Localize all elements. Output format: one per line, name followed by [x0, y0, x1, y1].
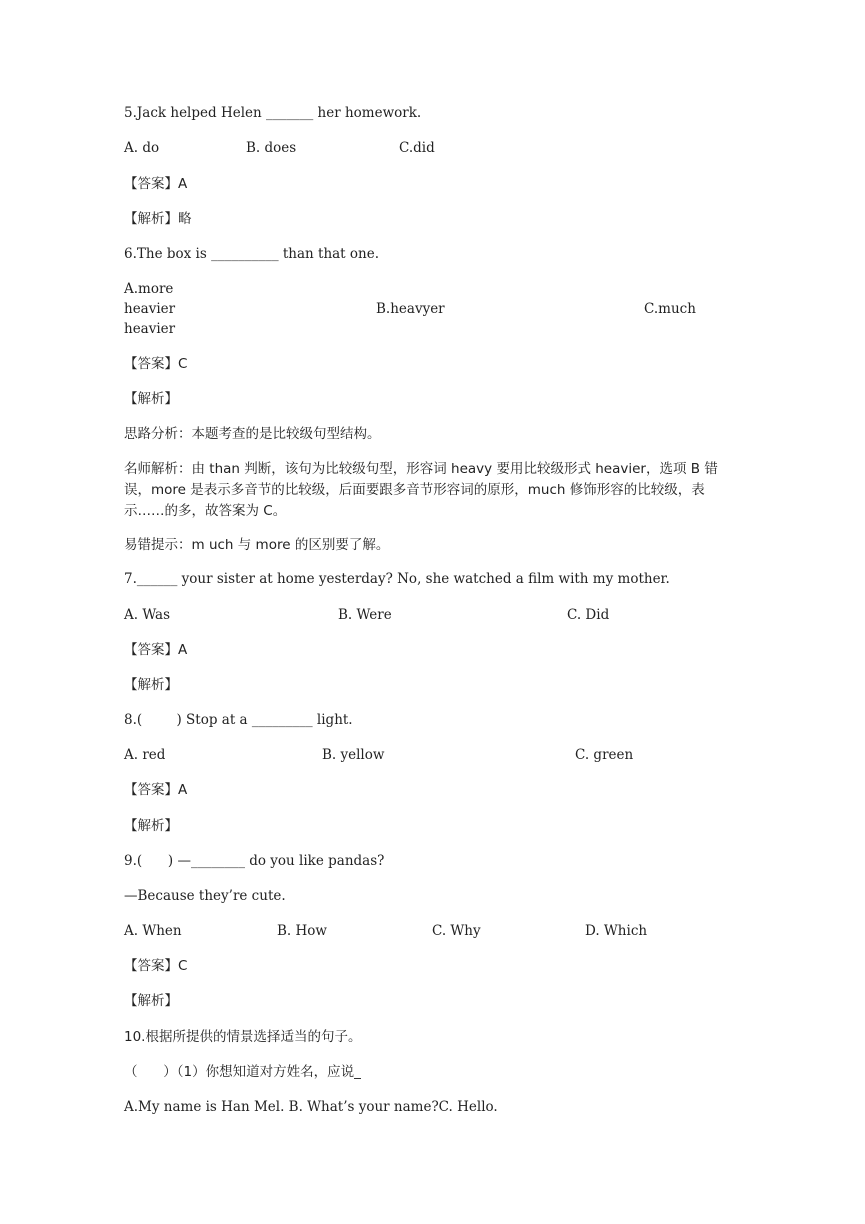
- question-5-stem: 5.Jack helped Helen _______ her homework.: [124, 105, 422, 121]
- question-5-answer: 【答案】A: [124, 176, 188, 192]
- question-6-answer: 【答案】C: [124, 356, 188, 372]
- question-6-tip: 易错提示：m uch 与 more 的区别要了解。: [124, 537, 390, 553]
- question-7-answer: 【答案】A: [124, 642, 188, 658]
- question-6-option-c-line2: heavier: [124, 321, 176, 337]
- question-6-stem: 6.The box is __________ than that one.: [124, 246, 380, 262]
- question-6-analysis: 【解析】: [124, 391, 178, 407]
- question-7-option-a: A. Was: [124, 607, 171, 623]
- question-5-option-c: C.did: [399, 140, 435, 156]
- question-6-teacher-analysis: 名师解析：由 than 判断，该句为比较级句型，形容词 heavy 要用比较级形式 heavier，选项 B 错误，more 是表示多音节的比较级，后面要跟多音节形容词的原形，much 修饰形容的比较级，表示……的多，故答案为 C。: [124, 461, 718, 519]
- question-9-option-c: C. Why: [432, 923, 481, 939]
- question-8-answer: 【答案】A: [124, 782, 188, 798]
- question-10-sub1-stem: （ ）（1）你想知道对方姓名，应说_: [124, 1064, 361, 1080]
- question-9-reply: —Because they’re cute.: [124, 888, 286, 904]
- question-8-option-b: B. yellow: [322, 747, 385, 763]
- question-8-stem: 8.( ) Stop at a _________ light.: [124, 712, 353, 728]
- question-9-analysis: 【解析】: [124, 993, 178, 1009]
- question-6-option-a-line2: heavier: [124, 301, 176, 317]
- question-10-sub1-options: A.My name is Han Mel. B. What’s your name?C. Hello.: [124, 1099, 498, 1115]
- question-6-thinking: 思路分析：本题考查的是比较级句型结构。: [124, 426, 381, 442]
- question-8-option-a: A. red: [124, 747, 166, 763]
- question-6-option-c-line1: C.much: [644, 301, 696, 317]
- question-9-stem: 9.( ) —________ do you like pandas?: [124, 853, 385, 869]
- question-9-option-d: D. Which: [585, 923, 648, 939]
- question-7-stem: 7.______ your sister at home yesterday? No, she watched a film with my mother.: [124, 571, 670, 587]
- question-5-analysis: 【解析】略: [124, 211, 192, 227]
- question-9-option-a: A. When: [124, 923, 182, 939]
- question-9-answer: 【答案】C: [124, 958, 188, 974]
- question-7-analysis: 【解析】: [124, 677, 178, 693]
- question-6-option-b: B.heavyer: [376, 301, 445, 317]
- question-7-option-c: C. Did: [567, 607, 610, 623]
- question-8-analysis: 【解析】: [124, 818, 178, 834]
- question-8-option-c: C. green: [575, 747, 634, 763]
- question-5-option-a: A. do: [124, 140, 160, 156]
- question-9-option-b: B. How: [277, 923, 327, 939]
- question-6-option-a-line1: A.more: [124, 281, 174, 297]
- question-7-option-b: B. Were: [338, 607, 392, 623]
- question-10-stem: 10.根据所提供的情景选择适当的句子。: [124, 1029, 362, 1045]
- question-5-option-b: B. does: [246, 140, 297, 156]
